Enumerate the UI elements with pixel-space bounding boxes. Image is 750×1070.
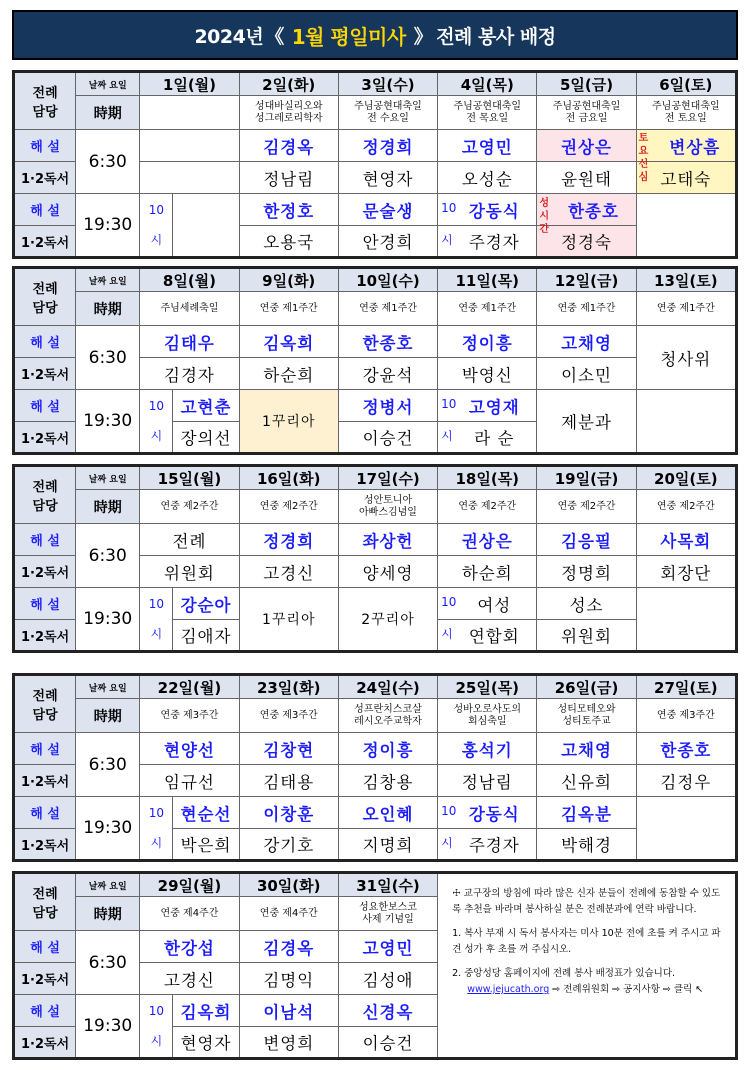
season-label: 연중 제3주간 bbox=[636, 699, 736, 733]
commentator-name bbox=[140, 130, 239, 162]
vigil-label bbox=[539, 197, 549, 236]
time-630: 6:30 bbox=[76, 130, 140, 194]
reader-label: 1·2독서 bbox=[14, 358, 76, 390]
reader-name: 정남림 bbox=[438, 765, 537, 797]
season-label: 성프란치스코살 레시오주교학자 bbox=[338, 699, 437, 733]
day-header: 15일(월) bbox=[140, 466, 239, 490]
commentator-name: 고채영 bbox=[537, 326, 636, 358]
time-1930: 19:30 bbox=[76, 588, 140, 652]
reader-name: 강기호 bbox=[239, 829, 338, 861]
commentator-name: 한강섭 bbox=[140, 931, 239, 963]
season-label: 연중 제1주간 bbox=[239, 292, 338, 326]
title-main: 1월 평일미사 bbox=[291, 24, 406, 49]
commentary-label: 해 설 bbox=[14, 130, 76, 162]
commentator-name: 고영민 bbox=[438, 130, 537, 162]
vertical-char: 간 bbox=[539, 224, 550, 235]
commentator-name bbox=[636, 194, 736, 258]
season-label: 연중 제2주간 bbox=[140, 490, 239, 524]
commentator-name: 홍석기 bbox=[438, 733, 537, 765]
saturday-vigil-label bbox=[639, 132, 649, 184]
reader-name: 윤원태 bbox=[537, 162, 636, 194]
commentator-name: 김옥희 bbox=[173, 995, 239, 1027]
commentator-name: 권상은 bbox=[438, 524, 537, 556]
commentator-name: 정경희 bbox=[239, 524, 338, 556]
reader-name: 연합회 bbox=[468, 627, 520, 646]
group-assignment: 제분과 bbox=[537, 390, 636, 454]
season-label bbox=[140, 96, 239, 130]
commentator-name: 이창훈 bbox=[239, 797, 338, 829]
season-label: 주님공현대축일 전 금요일 bbox=[537, 96, 636, 130]
week-table-1 bbox=[12, 70, 738, 259]
day-header: 4일(목) bbox=[438, 72, 537, 96]
commentator-name: 김옥희 bbox=[239, 326, 338, 358]
commentary-label: 해 설 bbox=[14, 390, 76, 422]
season-label: 연중 제1주간 bbox=[438, 292, 537, 326]
reader-name: 이승건 bbox=[338, 422, 437, 454]
time-header: 時期 bbox=[76, 897, 140, 931]
time-header: 時期 bbox=[76, 490, 140, 524]
day-header: 29일(월) bbox=[140, 873, 239, 897]
date-header-label: 날짜 요일 bbox=[76, 72, 140, 96]
reader-name: 정경숙 bbox=[537, 226, 636, 258]
reader-name: 고태숙 bbox=[636, 162, 736, 194]
commentator-name: 강동식 bbox=[468, 804, 520, 824]
commentator-name: 변상흠 bbox=[669, 137, 721, 157]
reader-name: 지명희 bbox=[338, 829, 437, 861]
day-header: 6일(토) bbox=[636, 72, 736, 96]
time-1930: 19:30 bbox=[76, 995, 140, 1059]
season-label: 연중 제2주간 bbox=[438, 490, 537, 524]
reader-name: 장의선 bbox=[173, 422, 239, 454]
reader-name: 김태용 bbox=[239, 765, 338, 797]
role-label: 전례 담당 bbox=[14, 268, 76, 326]
date-header-label: 날짜 요일 bbox=[76, 675, 140, 699]
day-header: 5일(금) bbox=[537, 72, 636, 96]
commentator-name: 사목회 bbox=[636, 524, 736, 556]
time-1930: 19:30 bbox=[76, 194, 140, 258]
commentary-label: 해 설 bbox=[14, 194, 76, 226]
season-label: 연중 제2주간 bbox=[239, 490, 338, 524]
10am-marker: 10 bbox=[441, 397, 457, 411]
day-header: 13일(토) bbox=[636, 268, 736, 292]
reader-name: 현영자 bbox=[173, 1027, 239, 1059]
commentator-name: 전례 bbox=[140, 524, 239, 556]
season-label: 연중 제1주간 bbox=[636, 292, 736, 326]
reader-label: 1·2독서 bbox=[14, 620, 76, 652]
commentator-name: 한종호 bbox=[338, 326, 437, 358]
reader-name: 주경자 bbox=[468, 233, 520, 252]
commentator-name: 오인혜 bbox=[338, 797, 437, 829]
commentator-name: 현양선 bbox=[140, 733, 239, 765]
reader-name: 신유희 bbox=[537, 765, 636, 797]
vertical-char: 토 bbox=[638, 133, 649, 144]
reader-name: 강윤석 bbox=[338, 358, 437, 390]
reader-name: 하순희 bbox=[438, 556, 537, 588]
commentator-name: 성소 bbox=[537, 588, 636, 620]
day-header: 20일(토) bbox=[636, 466, 736, 490]
empty-cell bbox=[173, 194, 239, 258]
reader-name: 김경자 bbox=[140, 358, 239, 390]
season-label: 성안토니아 아빠스김념일 bbox=[338, 490, 437, 524]
10am-marker: 10 시 bbox=[140, 995, 173, 1059]
group-assignment: 1꾸리아 bbox=[239, 588, 338, 652]
reader-name: 오성순 bbox=[438, 162, 537, 194]
title-close: 》 bbox=[413, 25, 433, 48]
thursday-cell bbox=[438, 797, 537, 829]
thursday-cell bbox=[438, 194, 537, 226]
commentator-name: 한종호 bbox=[636, 733, 736, 765]
note-intro: ☩ 교구장의 방침에 따라 많은 신자 분들이 전례에 동참할 수 있도록 추천을 바라며 봉사하실 분은 전례분과에 연락 바랍니다. bbox=[452, 888, 721, 915]
season-label: 연중 제4주간 bbox=[239, 897, 338, 931]
10am-marker: 시 bbox=[441, 836, 453, 850]
season-label: 주님공현대축일 전 목요일 bbox=[438, 96, 537, 130]
reader-name: 회장단 bbox=[636, 556, 736, 588]
season-label: 성바오로사도의 회심축일 bbox=[438, 699, 537, 733]
page-title bbox=[12, 10, 738, 60]
reader-label: 1·2독서 bbox=[14, 162, 76, 194]
reader-label: 1·2독서 bbox=[14, 765, 76, 797]
reader-name: 양세영 bbox=[338, 556, 437, 588]
date-header-label: 날짜 요일 bbox=[76, 466, 140, 490]
reader-label: 1·2독서 bbox=[14, 963, 76, 995]
day-header: 16일(화) bbox=[239, 466, 338, 490]
season-label: 연중 제1주간 bbox=[537, 292, 636, 326]
reader-name: 고경신 bbox=[140, 963, 239, 995]
vertical-char: 시 bbox=[539, 211, 550, 222]
reader-name: 정남림 bbox=[239, 162, 338, 194]
commentary-label: 해 설 bbox=[14, 524, 76, 556]
week-table-2 bbox=[12, 266, 738, 455]
day-header: 23일(화) bbox=[239, 675, 338, 699]
day-header: 31일(수) bbox=[338, 873, 437, 897]
10am-marker: 시 bbox=[441, 233, 453, 247]
day-header: 30일(화) bbox=[239, 873, 338, 897]
thursday-cell bbox=[438, 588, 537, 620]
10am-marker: 10 시 bbox=[140, 588, 173, 652]
commentary-label: 해 설 bbox=[14, 733, 76, 765]
season-label: 성대바실리오와 성그레로리학자 bbox=[239, 96, 338, 130]
season-label: 연중 제1주간 bbox=[338, 292, 437, 326]
thursday-cell bbox=[438, 829, 537, 861]
reader-label: 1·2독서 bbox=[14, 226, 76, 258]
reader-name: 하순희 bbox=[239, 358, 338, 390]
day-header: 19일(금) bbox=[537, 466, 636, 490]
commentator-name: 김창현 bbox=[239, 733, 338, 765]
reader-label: 1·2독서 bbox=[14, 556, 76, 588]
role-label: 전례 담당 bbox=[14, 466, 76, 524]
notes-panel bbox=[438, 873, 737, 1059]
reader-name: 정명희 bbox=[537, 556, 636, 588]
commentary-label: 해 설 bbox=[14, 588, 76, 620]
commentator-name: 현순선 bbox=[173, 797, 239, 829]
reader-name: 고경신 bbox=[239, 556, 338, 588]
season-label: 연중 제3주간 bbox=[239, 699, 338, 733]
commentator-name: 문술생 bbox=[338, 194, 437, 226]
reader-name: 이승건 bbox=[338, 1027, 437, 1059]
group-assignment: 청사위 bbox=[636, 326, 736, 390]
day-header: 1일(월) bbox=[140, 72, 239, 96]
group-assignment: 2꾸리아 bbox=[338, 588, 437, 652]
commentator-name: 한종호 bbox=[568, 201, 619, 221]
day-header: 9일(화) bbox=[239, 268, 338, 292]
reader-name: 이소민 bbox=[537, 358, 636, 390]
day-header: 10일(수) bbox=[338, 268, 437, 292]
season-label: 연중 제2주간 bbox=[537, 490, 636, 524]
day-header: 2일(화) bbox=[239, 72, 338, 96]
commentator-name: 고영재 bbox=[468, 397, 520, 417]
title-year: 2024년 bbox=[194, 25, 264, 48]
week-table-4 bbox=[12, 673, 738, 862]
time-1930: 19:30 bbox=[76, 797, 140, 861]
10am-marker: 10 시 bbox=[140, 194, 173, 258]
reader-name: 위원회 bbox=[537, 620, 636, 652]
commentator-name: 정병서 bbox=[338, 390, 437, 422]
thursday-cell bbox=[438, 422, 537, 454]
10am-marker: 시 bbox=[441, 429, 453, 443]
date-header-label: 날짜 요일 bbox=[76, 268, 140, 292]
commentary-label: 해 설 bbox=[14, 995, 76, 1027]
day-header: 11일(목) bbox=[438, 268, 537, 292]
vertical-char: 요 bbox=[638, 146, 649, 157]
day-header: 18일(목) bbox=[438, 466, 537, 490]
season-label: 주님공현대축일 전 토요일 bbox=[636, 96, 736, 130]
day-header: 27일(토) bbox=[636, 675, 736, 699]
commentator-name: 김경옥 bbox=[239, 931, 338, 963]
time-630: 6:30 bbox=[76, 524, 140, 588]
commentator-name: 좌상헌 bbox=[338, 524, 437, 556]
reader-name: 현영자 bbox=[338, 162, 437, 194]
reader-name bbox=[140, 162, 239, 194]
reader-name: 김명익 bbox=[239, 963, 338, 995]
title-rest: 전례 봉사 배정 bbox=[436, 25, 556, 48]
commentary-label: 해 설 bbox=[14, 931, 76, 963]
reader-name: 김애자 bbox=[173, 620, 239, 652]
10am-marker: 시 bbox=[441, 627, 453, 641]
day-header: 3일(수) bbox=[338, 72, 437, 96]
vertical-char: 심 bbox=[638, 172, 649, 183]
commentator-name: 정이흥 bbox=[438, 326, 537, 358]
reader-name: 안경희 bbox=[338, 226, 437, 258]
commentator-name: 신경옥 bbox=[338, 995, 437, 1027]
time-header: 時期 bbox=[76, 699, 140, 733]
10am-marker: 10 시 bbox=[140, 797, 173, 861]
time-1930: 19:30 bbox=[76, 390, 140, 454]
reader-name: 주경자 bbox=[468, 836, 520, 855]
day-header: 22일(월) bbox=[140, 675, 239, 699]
time-630: 6:30 bbox=[76, 733, 140, 797]
season-label: 연중 제2주간 bbox=[636, 490, 736, 524]
commentator-name: 고영민 bbox=[338, 931, 437, 963]
season-label: 주님공현대축일 전 수요일 bbox=[338, 96, 437, 130]
season-label: 연중 제3주간 bbox=[140, 699, 239, 733]
10am-marker: 10 bbox=[441, 595, 457, 609]
commentator-name bbox=[636, 797, 736, 861]
season-label: 성티모테오와 성티토주교 bbox=[537, 699, 636, 733]
group-assignment: 1꾸리아 bbox=[239, 390, 338, 454]
day-header: 12일(금) bbox=[537, 268, 636, 292]
season-label: 연중 제4주간 bbox=[140, 897, 239, 931]
commentary-label: 해 설 bbox=[14, 326, 76, 358]
commentator-name: 김경옥 bbox=[239, 130, 338, 162]
reader-name: 라 순 bbox=[474, 429, 515, 448]
role-label: 전례 담당 bbox=[14, 873, 76, 931]
reader-name: 김성애 bbox=[338, 963, 437, 995]
reader-name: 박해경 bbox=[537, 829, 636, 861]
day-header: 25일(목) bbox=[438, 675, 537, 699]
reader-name: 임규선 bbox=[140, 765, 239, 797]
season-label: 성요한보스코 사제 기념일 bbox=[338, 897, 437, 931]
10am-marker: 10 bbox=[441, 201, 457, 215]
reader-name: 박은희 bbox=[173, 829, 239, 861]
commentator-name: 강순아 bbox=[173, 588, 239, 620]
commentator-name: 정경희 bbox=[338, 130, 437, 162]
reader-name: 박영신 bbox=[438, 358, 537, 390]
reader-name: 김정우 bbox=[636, 765, 736, 797]
commentator-name: 고현춘 bbox=[173, 390, 239, 422]
commentator-name: 권상은 bbox=[537, 130, 636, 162]
role-label: 전례 담당 bbox=[14, 72, 76, 130]
reader-name: 변영희 bbox=[239, 1027, 338, 1059]
week-table-5 bbox=[12, 871, 738, 1060]
homepage-link[interactable]: www.jejucath.org bbox=[467, 984, 550, 995]
thursday-cell bbox=[438, 620, 537, 652]
commentator-name: 정이흥 bbox=[338, 733, 437, 765]
thursday-cell bbox=[438, 226, 537, 258]
empty-cell bbox=[636, 390, 736, 454]
date-header-label: 날짜 요일 bbox=[76, 873, 140, 897]
season-label: 주님세례축일 bbox=[140, 292, 239, 326]
day-header: 24일(수) bbox=[338, 675, 437, 699]
10am-marker: 10 bbox=[441, 804, 457, 818]
title-open: 《 bbox=[265, 25, 284, 48]
reader-label: 1·2독서 bbox=[14, 1027, 76, 1059]
role-label: 전례 담당 bbox=[14, 675, 76, 733]
commentator-name: 김태우 bbox=[140, 326, 239, 358]
commentary-label: 해 설 bbox=[14, 797, 76, 829]
vertical-char: 신 bbox=[638, 159, 649, 170]
commentator-name: 강동식 bbox=[468, 201, 520, 221]
commentator-name: 이남석 bbox=[239, 995, 338, 1027]
day-header: 17일(수) bbox=[338, 466, 437, 490]
friday-cell bbox=[537, 194, 636, 235]
commentator-name: 김옥분 bbox=[537, 797, 636, 829]
commentator-name: 고채영 bbox=[537, 733, 636, 765]
week-table-3 bbox=[12, 464, 738, 653]
note-1: 1. 복사 부재 시 독서 봉사자는 미사 10분 전에 초를 켜 주시고 파견 성가 후 초를 꺼 주십시오. bbox=[452, 928, 721, 955]
commentator-name: 여성 bbox=[477, 595, 512, 615]
vertical-char: 성 bbox=[539, 198, 550, 209]
thursday-cell bbox=[438, 390, 537, 422]
day-header: 8일(월) bbox=[140, 268, 239, 292]
time-630: 6:30 bbox=[76, 931, 140, 995]
reader-name: 김창용 bbox=[338, 765, 437, 797]
time-header: 時期 bbox=[76, 292, 140, 326]
commentator-name: 한정호 bbox=[239, 194, 338, 226]
time-630: 6:30 bbox=[76, 326, 140, 390]
10am-marker: 10 시 bbox=[140, 390, 173, 454]
reader-name: 위원회 bbox=[140, 556, 239, 588]
commentator-name: 김응필 bbox=[537, 524, 636, 556]
note-2: 2. 중앙성당 홈페이지에 전례 봉사 배정표가 있습니다. www.jejucath.org ⇨ 전례위원회 ⇨ 공지사항 ⇨ 클릭 ↖ bbox=[452, 968, 704, 995]
reader-name: 오용국 bbox=[239, 226, 338, 258]
commentator-name bbox=[636, 588, 736, 652]
day-header: 26일(금) bbox=[537, 675, 636, 699]
reader-label: 1·2독서 bbox=[14, 422, 76, 454]
time-header: 時期 bbox=[76, 96, 140, 130]
reader-label: 1·2독서 bbox=[14, 829, 76, 861]
